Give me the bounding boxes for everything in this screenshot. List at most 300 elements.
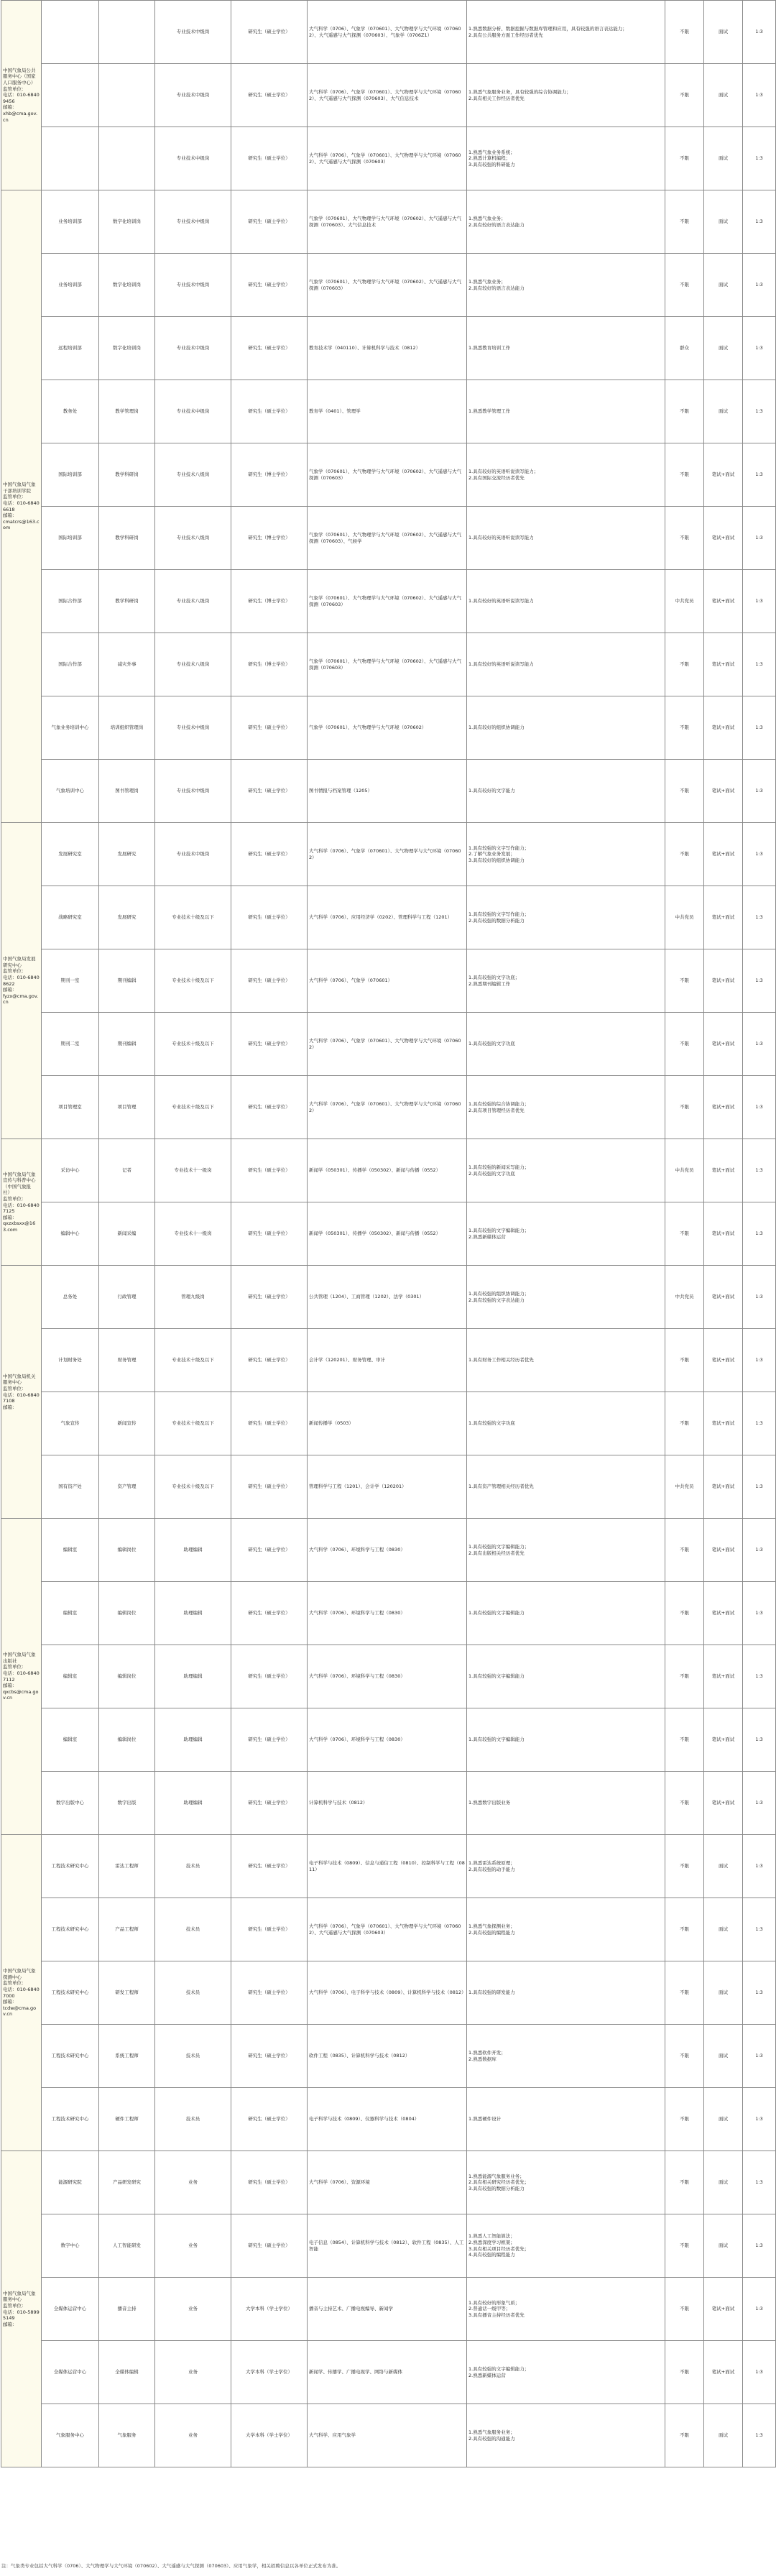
cell-major: 大气科学（0706）、环境科学与工程（0830） — [308, 1708, 467, 1772]
cell-department: 数字出版中心 — [42, 1772, 99, 1835]
cell-category: 专业技术十级及以下 — [155, 949, 231, 1013]
cell-political-status: 不限 — [665, 823, 704, 886]
cell-education: 大学本科（学士学位） — [231, 2404, 308, 2467]
cell-political-status: 中共党员 — [665, 1139, 704, 1202]
table-row — [1, 760, 776, 823]
cell-education: 研究生（硕士学位） — [231, 1139, 308, 1202]
cell-unit: 中国气象局机关服务中心 监管单位： 电话：010-68407108 邮箱： — [1, 1266, 42, 1519]
cell-major: 气象学（070601）、大气物理学与大气环境（070602）、大气遥感与大气探测（070603） — [308, 254, 467, 317]
cell-political-status: 不限 — [665, 1202, 704, 1266]
cell-department: 国际合作部 — [42, 633, 99, 696]
cell-position: 编辑岗位 — [99, 1519, 155, 1582]
table-row — [1, 1202, 776, 1266]
cell-education: 研究生（硕士学位） — [231, 317, 308, 380]
cell-department — [42, 1, 99, 64]
cell-requirements: 1.具有较强的新闻采写能力； 2.具有较强的文字功底 — [467, 1139, 665, 1202]
cell-major: 大气科学（0706）、应用经济学（0202）、管理科学与工程（1201） — [308, 886, 467, 949]
cell-education: 研究生（硕士学位） — [231, 2151, 308, 2214]
cell-requirements: 1.具有较强的文字编辑能力； 2.熟悉新媒体运营 — [467, 2341, 665, 2404]
cell-department: 工程技术研究中心 — [42, 1961, 99, 2025]
cell-exam-type: 笔试+面试 — [704, 1519, 743, 1582]
cell-education: 研究生（硕士学位） — [231, 1519, 308, 1582]
cell-political-status: 不限 — [665, 127, 704, 190]
cell-ratio: 1:3 — [743, 2278, 776, 2341]
cell-ratio: 1:3 — [743, 1898, 776, 1961]
cell-requirements: 1.具有较强的文字功底 — [467, 1392, 665, 1455]
cell-political-status: 不限 — [665, 1898, 704, 1961]
cell-exam-type: 面试 — [704, 2088, 743, 2151]
cell-position: 编辑岗位 — [99, 1582, 155, 1645]
table-row — [1, 1329, 776, 1392]
cell-ratio: 1:3 — [743, 1582, 776, 1645]
table-row — [1, 2341, 776, 2404]
cell-department: 全媒体运营中心 — [42, 2341, 99, 2404]
cell-department: 数字中心 — [42, 2214, 99, 2278]
cell-requirements: 1.具有较强的文字功底； 2.熟悉期刊编辑工作 — [467, 949, 665, 1013]
cell-political-status: 不限 — [665, 1645, 704, 1708]
cell-department: 战略研究室 — [42, 886, 99, 949]
cell-category: 业务 — [155, 2404, 231, 2467]
cell-category: 专业技术中级岗 — [155, 1, 231, 64]
cell-requirements: 1.具有财务工作相关经历者优先 — [467, 1329, 665, 1392]
cell-requirements: 1.具有较强的文字编辑能力； 2.具有出版相关经历者优先 — [467, 1519, 665, 1582]
cell-position: 气象服务 — [99, 2404, 155, 2467]
table-row — [1, 507, 776, 570]
cell-requirements: 1.具有较好的文字能力 — [467, 760, 665, 823]
cell-requirements: 1.熟悉教学管理工作 — [467, 380, 665, 443]
cell-category: 专业技术十一级岗 — [155, 1139, 231, 1202]
table-row — [1, 190, 776, 254]
cell-requirements: 1.熟悉气象探测业务； 2.具有较强的编程能力 — [467, 1898, 665, 1961]
cell-category: 专业技术八级岗 — [155, 443, 231, 507]
cell-education: 研究生（博士学位） — [231, 443, 308, 507]
cell-requirements: 1.具有较好的英语听说读写能力 — [467, 570, 665, 633]
table-row — [1, 1835, 776, 1898]
cell-political-status: 不限 — [665, 507, 704, 570]
cell-department: 工程技术研究中心 — [42, 1835, 99, 1898]
cell-political-status: 不限 — [665, 1329, 704, 1392]
cell-requirements: 1.熟悉能源气象服务业务； 2.具有相关研究经历者优先； 3.具有较强的数据分析能力 — [467, 2151, 665, 2214]
cell-education: 研究生（博士学位） — [231, 633, 308, 696]
cell-education: 研究生（博士学位） — [231, 507, 308, 570]
cell-unit: 中国气象局气象探测中心 监管单位： 电话：010-68407000 邮箱： tcdw@cma.gov.cn — [1, 1835, 42, 2151]
cell-position: 编辑岗位 — [99, 1645, 155, 1708]
cell-requirements: 1.熟悉气象服务业务，具有较强的综合协调能力； 2.具有相关工作经历者优先 — [467, 64, 665, 127]
cell-position: 研发工程师 — [99, 1961, 155, 2025]
cell-department — [42, 64, 99, 127]
cell-exam-type: 笔试+面试 — [704, 1455, 743, 1519]
table-row — [1, 886, 776, 949]
cell-exam-type: 笔试+面试 — [704, 1392, 743, 1455]
table-row — [1, 2088, 776, 2151]
cell-exam-type: 笔试+面试 — [704, 507, 743, 570]
cell-department: 编辑中心 — [42, 1202, 99, 1266]
cell-exam-type: 笔试+面试 — [704, 1202, 743, 1266]
cell-education: 研究生（硕士学位） — [231, 1898, 308, 1961]
cell-position: 期刊编辑 — [99, 949, 155, 1013]
cell-political-status: 不限 — [665, 1708, 704, 1772]
cell-political-status: 不限 — [665, 2278, 704, 2341]
cell-political-status: 不限 — [665, 2341, 704, 2404]
cell-exam-type: 面试 — [704, 1835, 743, 1898]
cell-ratio: 1:3 — [743, 2341, 776, 2404]
table-row — [1, 1076, 776, 1139]
table-row — [1, 1519, 776, 1582]
cell-major: 电子科学与技术（0809）、信息与通信工程（0810）、控制科学与工程（0811） — [308, 1835, 467, 1898]
cell-political-status: 中共党员 — [665, 1266, 704, 1329]
cell-exam-type: 笔试+面试 — [704, 1076, 743, 1139]
cell-category: 技术员 — [155, 1898, 231, 1961]
cell-ratio: 1:3 — [743, 1076, 776, 1139]
cell-requirements: 1.具有较好的英语听说读写能力； 2.具有国际交流经历者优先 — [467, 443, 665, 507]
cell-exam-type: 面试 — [704, 254, 743, 317]
cell-political-status: 不限 — [665, 190, 704, 254]
table-row — [1, 2025, 776, 2088]
cell-major: 大气科学、应用气象学 — [308, 2404, 467, 2467]
cell-requirements: 1.具有较好的英语听说读写能力 — [467, 633, 665, 696]
cell-political-status: 不限 — [665, 1392, 704, 1455]
cell-ratio: 1:3 — [743, 1835, 776, 1898]
cell-exam-type: 面试 — [704, 1961, 743, 2025]
cell-department: 国际培训部 — [42, 443, 99, 507]
cell-requirements: 1.具有较强的文字写作能力； 2.了解气象业务发展； 3.具有较好的组织协调能力 — [467, 823, 665, 886]
cell-ratio: 1:3 — [743, 254, 776, 317]
cell-position: 项目管理 — [99, 1076, 155, 1139]
cell-exam-type: 笔试+面试 — [704, 1266, 743, 1329]
cell-major: 大气科学（0706）、电子科学与技术（0809）、计算机科学与技术（0812） — [308, 1961, 467, 2025]
cell-education: 研究生（硕士学位） — [231, 1202, 308, 1266]
cell-position: 雷达工程师 — [99, 1835, 155, 1898]
cell-category: 专业技术中级岗 — [155, 823, 231, 886]
cell-exam-type: 笔试+面试 — [704, 1772, 743, 1835]
cell-requirements: 1.熟悉数字出版业务 — [467, 1772, 665, 1835]
cell-ratio: 1:3 — [743, 127, 776, 190]
cell-department: 编辑室 — [42, 1708, 99, 1772]
cell-category: 专业技术十级及以下 — [155, 1329, 231, 1392]
cell-requirements: 1.熟悉雷达系统原理； 2.具有较强的动手能力 — [467, 1835, 665, 1898]
cell-exam-type: 笔试+面试 — [704, 2341, 743, 2404]
cell-department: 工程技术研究中心 — [42, 1898, 99, 1961]
cell-education: 研究生（硕士学位） — [231, 190, 308, 254]
cell-department: 气象业务培训中心 — [42, 696, 99, 760]
cell-department: 编辑室 — [42, 1519, 99, 1582]
cell-exam-type: 笔试+面试 — [704, 760, 743, 823]
cell-position: 编辑岗位 — [99, 1708, 155, 1772]
cell-category: 专业技术中级岗 — [155, 380, 231, 443]
cell-unit: 中国气象局气象宣传与科普中心（中国气象报社） 监管单位： 电话：010-68407125 邮箱： qxzxbsxx@163.com — [1, 1139, 42, 1266]
cell-education: 研究生（硕士学位） — [231, 2025, 308, 2088]
cell-unit: 中国气象局气象服务中心 监管单位： 电话：010-58995149 邮箱： — [1, 2151, 42, 2467]
cell-category: 技术员 — [155, 1961, 231, 2025]
cell-position: 播音主持 — [99, 2278, 155, 2341]
cell-category: 专业技术中级岗 — [155, 317, 231, 380]
cell-position — [99, 1, 155, 64]
cell-requirements: 1.具有较强的文字编辑能力 — [467, 1645, 665, 1708]
cell-department: 国际合作部 — [42, 570, 99, 633]
cell-education: 研究生（硕士学位） — [231, 1645, 308, 1708]
cell-department: 计划财务处 — [42, 1329, 99, 1392]
cell-ratio: 1:3 — [743, 1645, 776, 1708]
cell-position: 教学管理岗 — [99, 380, 155, 443]
cell-department: 采访中心 — [42, 1139, 99, 1202]
cell-ratio: 1:3 — [743, 823, 776, 886]
cell-ratio: 1:3 — [743, 760, 776, 823]
cell-political-status: 不限 — [665, 1772, 704, 1835]
cell-major: 大气科学（0706）、环境科学与工程（0830） — [308, 1645, 467, 1708]
cell-category: 专业技术中级岗 — [155, 190, 231, 254]
cell-education: 研究生（硕士学位） — [231, 64, 308, 127]
cell-major: 播音与主持艺术、广播电视编导、新闻学 — [308, 2278, 467, 2341]
cell-category: 管理九级岗 — [155, 1266, 231, 1329]
cell-ratio: 1:3 — [743, 1708, 776, 1772]
cell-political-status: 不限 — [665, 1519, 704, 1582]
cell-position — [99, 64, 155, 127]
cell-position — [99, 127, 155, 190]
cell-category: 专业技术八级岗 — [155, 633, 231, 696]
cell-ratio: 1:3 — [743, 2404, 776, 2467]
table-row — [1, 2214, 776, 2278]
cell-political-status: 中共党员 — [665, 570, 704, 633]
cell-requirements: 1.具有较强的文字编辑能力； 2.熟悉新媒体运营 — [467, 1202, 665, 1266]
cell-major: 电子信息（0854）、计算机科学与技术（0812）、软件工程（0835）、人工智能 — [308, 2214, 467, 2278]
cell-major: 大气科学（0706）、气象学（070601）、大气物理学与大气环境（070602）、大气遥感与大气探测（070603） — [308, 127, 467, 190]
cell-category: 专业技术八级岗 — [155, 507, 231, 570]
cell-major: 大气科学（0706）、气象学（070601） — [308, 949, 467, 1013]
table-row — [1, 1013, 776, 1076]
cell-position: 减灾外事 — [99, 633, 155, 696]
cell-department: 项目管理室 — [42, 1076, 99, 1139]
cell-education: 研究生（硕士学位） — [231, 1392, 308, 1455]
cell-major: 教育技术学（040110）、计算机科学与技术（0812） — [308, 317, 467, 380]
cell-category: 专业技术十级及以下 — [155, 886, 231, 949]
cell-political-status: 不限 — [665, 380, 704, 443]
cell-major: 会计学（120201）、财务管理、审计 — [308, 1329, 467, 1392]
cell-position: 全媒体编辑 — [99, 2341, 155, 2404]
cell-department: 编辑室 — [42, 1582, 99, 1645]
recruitment-table — [1, 0, 776, 2467]
cell-category: 专业技术十级及以下 — [155, 1455, 231, 1519]
cell-exam-type: 面试 — [704, 2025, 743, 2088]
cell-exam-type: 面试 — [704, 190, 743, 254]
cell-position: 数字出版 — [99, 1772, 155, 1835]
cell-education: 研究生（硕士学位） — [231, 886, 308, 949]
cell-major: 大气科学（0706）、气象学（070601）、大气物理学与大气环境（070602） — [308, 823, 467, 886]
cell-ratio: 1:3 — [743, 570, 776, 633]
cell-exam-type: 笔试+面试 — [704, 1139, 743, 1202]
cell-category: 专业技术十级及以下 — [155, 1013, 231, 1076]
cell-major: 教育学（0401）、管理学 — [308, 380, 467, 443]
cell-education: 研究生（博士学位） — [231, 570, 308, 633]
cell-position: 期刊编辑 — [99, 1013, 155, 1076]
cell-category: 业务 — [155, 2278, 231, 2341]
cell-ratio: 1:3 — [743, 443, 776, 507]
cell-department: 气象宣传 — [42, 1392, 99, 1455]
cell-education: 研究生（硕士学位） — [231, 760, 308, 823]
cell-department: 编辑室 — [42, 1645, 99, 1708]
cell-exam-type: 笔试+面试 — [704, 696, 743, 760]
cell-major: 气象学（070601）、大气物理学与大气环境（070602）、大气遥感与大气探测（070603） — [308, 570, 467, 633]
cell-ratio: 1:3 — [743, 2088, 776, 2151]
cell-major: 新闻学（050301）、传播学（050302）、新闻与传播（0552） — [308, 1202, 467, 1266]
cell-position: 硬件工程师 — [99, 2088, 155, 2151]
cell-ratio: 1:3 — [743, 190, 776, 254]
table-row — [1, 127, 776, 190]
table-row — [1, 949, 776, 1013]
cell-position: 培训组织管理岗 — [99, 696, 155, 760]
cell-political-status: 群众 — [665, 317, 704, 380]
cell-education: 研究生（硕士学位） — [231, 696, 308, 760]
cell-exam-type: 笔试+面试 — [704, 1013, 743, 1076]
cell-political-status: 不限 — [665, 1076, 704, 1139]
cell-department: 业务培训部 — [42, 254, 99, 317]
cell-ratio: 1:3 — [743, 1266, 776, 1329]
cell-major: 气象学（070601）、大气物理学与大气环境（070602）、大气遥感与大气探测（070603） — [308, 633, 467, 696]
cell-category: 专业技术十一级岗 — [155, 1202, 231, 1266]
cell-exam-type: 笔试+面试 — [704, 1582, 743, 1645]
table-row — [1, 317, 776, 380]
cell-education: 研究生（硕士学位） — [231, 2088, 308, 2151]
cell-category: 专业技术十级及以下 — [155, 1076, 231, 1139]
cell-requirements: 1.具有较好的形象气质； 2.普通话一级甲等； 3.具有播音主持经历者优先 — [467, 2278, 665, 2341]
cell-major: 气象学（070601）、大气物理学与大气环境（070602）、大气遥感与大气探测（070603）、大气信息技术 — [308, 190, 467, 254]
cell-category: 技术员 — [155, 2088, 231, 2151]
cell-education: 研究生（硕士学位） — [231, 949, 308, 1013]
cell-position: 发展研究 — [99, 886, 155, 949]
cell-major: 大气科学（0706）、环境科学与工程（0830） — [308, 1582, 467, 1645]
cell-political-status: 不限 — [665, 1835, 704, 1898]
cell-education: 研究生（硕士学位） — [231, 1708, 308, 1772]
cell-ratio: 1:3 — [743, 1519, 776, 1582]
cell-political-status: 不限 — [665, 633, 704, 696]
cell-ratio: 1:3 — [743, 1, 776, 64]
cell-major: 大气科学（0706）、资源环境 — [308, 2151, 467, 2214]
cell-department: 能源研究院 — [42, 2151, 99, 2214]
cell-department: 工程技术研究中心 — [42, 2025, 99, 2088]
table-body — [1, 1, 776, 2467]
cell-major: 大气科学（0706）、气象学（070601）、大气物理学与大气环境（070602） — [308, 1013, 467, 1076]
cell-category: 专业技术中级岗 — [155, 760, 231, 823]
cell-major: 图书情报与档案管理（1205） — [308, 760, 467, 823]
cell-position: 新闻宣传 — [99, 1392, 155, 1455]
table-row — [1, 633, 776, 696]
cell-major: 新闻学（050301）、传播学（050302）、新闻与传播（0552） — [308, 1139, 467, 1202]
cell-ratio: 1:3 — [743, 380, 776, 443]
cell-ratio: 1:3 — [743, 1202, 776, 1266]
cell-exam-type: 面试 — [704, 2151, 743, 2214]
table-row — [1, 1139, 776, 1202]
cell-exam-type: 面试 — [704, 64, 743, 127]
cell-ratio: 1:3 — [743, 696, 776, 760]
cell-political-status: 不限 — [665, 2404, 704, 2467]
cell-ratio: 1:3 — [743, 1455, 776, 1519]
cell-requirements: 1.具有较好的英语听说读写能力 — [467, 507, 665, 570]
table-row — [1, 696, 776, 760]
cell-ratio: 1:3 — [743, 1013, 776, 1076]
cell-category: 助理编辑 — [155, 1519, 231, 1582]
cell-major: 新闻学、传播学、广播电视学、网络与新媒体 — [308, 2341, 467, 2404]
cell-political-status: 不限 — [665, 443, 704, 507]
cell-requirements: 1.具有较强的组织协调能力； 2.具有较强的文字表达能力 — [467, 1266, 665, 1329]
cell-exam-type: 面试 — [704, 380, 743, 443]
cell-position: 数字化培训岗 — [99, 254, 155, 317]
cell-requirements: 1.具有资产管理相关经历者优先 — [467, 1455, 665, 1519]
table-row — [1, 2404, 776, 2467]
cell-education: 研究生（硕士学位） — [231, 1455, 308, 1519]
cell-exam-type: 笔试+面试 — [704, 443, 743, 507]
cell-education: 研究生（硕士学位） — [231, 1582, 308, 1645]
table-row — [1, 1898, 776, 1961]
cell-exam-type: 笔试+面试 — [704, 2278, 743, 2341]
cell-requirements: 1.熟悉气象业务； 2.具有较好的语言表达能力 — [467, 190, 665, 254]
cell-category: 助理编辑 — [155, 1645, 231, 1708]
cell-department: 教务处 — [42, 380, 99, 443]
table-row — [1, 64, 776, 127]
table-row — [1, 1392, 776, 1455]
cell-unit: 中国气象局气象干部培训学院 监管单位： 电话：010-68406618 邮箱： cmatcrs@163.com — [1, 190, 42, 823]
cell-major: 气象学（070601）、大气物理学与大气环境（070602） — [308, 696, 467, 760]
cell-education: 研究生（硕士学位） — [231, 380, 308, 443]
cell-political-status: 不限 — [665, 949, 704, 1013]
table-row — [1, 570, 776, 633]
cell-category: 专业技术中级岗 — [155, 127, 231, 190]
cell-major: 大气科学（0706）、环境科学与工程（0830） — [308, 1519, 467, 1582]
cell-category: 助理编辑 — [155, 1582, 231, 1645]
cell-category: 专业技术十级及以下 — [155, 1392, 231, 1455]
cell-exam-type: 笔试+面试 — [704, 633, 743, 696]
cell-exam-type: 面试 — [704, 1, 743, 64]
cell-position: 教学科研岗 — [99, 507, 155, 570]
cell-exam-type: 面试 — [704, 1898, 743, 1961]
cell-exam-type: 笔试+面试 — [704, 570, 743, 633]
cell-ratio: 1:3 — [743, 633, 776, 696]
table-row — [1, 254, 776, 317]
cell-requirements: 1.具有较强的综合协调能力； 2.具有项目管理经历者优先 — [467, 1076, 665, 1139]
table-row — [1, 380, 776, 443]
cell-department: 业务培训部 — [42, 190, 99, 254]
cell-department: 总务处 — [42, 1266, 99, 1329]
cell-education: 研究生（硕士学位） — [231, 1772, 308, 1835]
cell-political-status: 不限 — [665, 2088, 704, 2151]
cell-major: 大气科学（0706）、气象学（070601）、大气物理学与大气环境（070602） — [308, 1076, 467, 1139]
cell-political-status: 不限 — [665, 2025, 704, 2088]
cell-category: 专业技术中级岗 — [155, 696, 231, 760]
cell-department: 气象培训中心 — [42, 760, 99, 823]
cell-requirements: 1.具有较强的研发能力 — [467, 1961, 665, 2025]
table-row — [1, 823, 776, 886]
table-row — [1, 1582, 776, 1645]
cell-unit: 中国气象局气象出版社 监管单位： 电话：010-68407112 邮箱： qxcbs@cma.gov.cn — [1, 1519, 42, 1835]
cell-education: 研究生（硕士学位） — [231, 254, 308, 317]
cell-education: 研究生（硕士学位） — [231, 1835, 308, 1898]
cell-requirements: 1.熟悉数据分析、数据挖掘与数据库管理和应用，具有较强的语言表达能力； 2.具有公共服务方面工作经历者优先 — [467, 1, 665, 64]
cell-unit: 中国气象局公共服务中心（国家人口服务中心） 监管单位： 电话：010-68409456 邮箱： xhb@cma.gov.cn — [1, 1, 42, 190]
cell-political-status: 不限 — [665, 2151, 704, 2214]
cell-department: 全媒体运营中心 — [42, 2278, 99, 2341]
cell-major: 电子科学与技术（0809）、仪器科学与技术（0804） — [308, 2088, 467, 2151]
cell-political-status: 不限 — [665, 760, 704, 823]
cell-ratio: 1:3 — [743, 1961, 776, 2025]
cell-education: 研究生（硕士学位） — [231, 1, 308, 64]
table-row — [1, 1772, 776, 1835]
cell-position: 人工智能研发 — [99, 2214, 155, 2278]
table-row — [1, 1645, 776, 1708]
cell-education: 研究生（硕士学位） — [231, 1076, 308, 1139]
cell-requirements: 1.熟悉气象业务系统； 2.熟悉计算机编程； 3.具有较强的科研能力 — [467, 127, 665, 190]
table-row — [1, 1961, 776, 2025]
cell-department: 期刊二室 — [42, 1013, 99, 1076]
cell-ratio: 1:3 — [743, 1392, 776, 1455]
table-row — [1, 1266, 776, 1329]
